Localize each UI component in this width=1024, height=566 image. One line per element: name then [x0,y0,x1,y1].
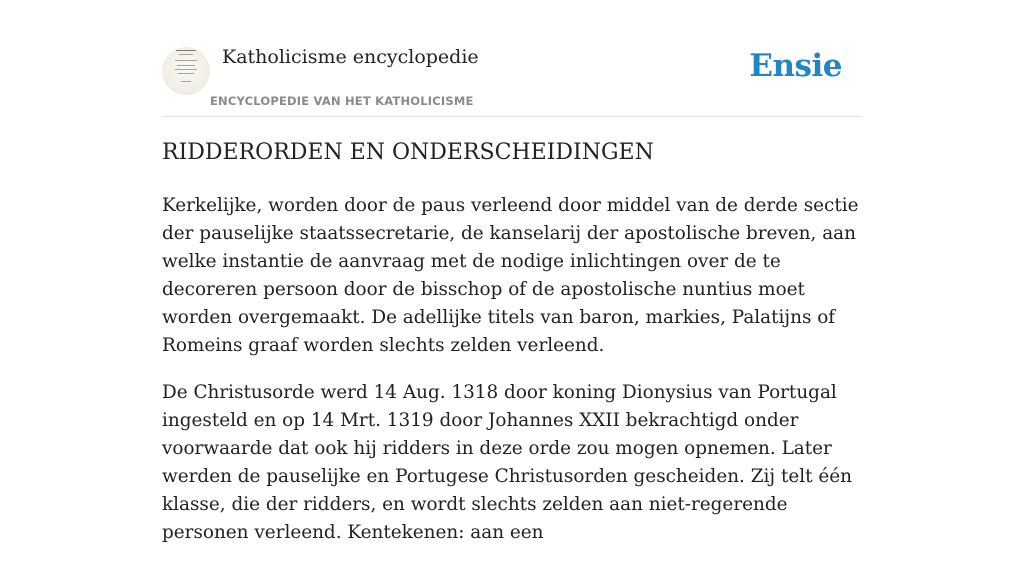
cover-line [175,60,197,61]
site-header [162,0,862,117]
ensie-logo[interactable]: Ensie [749,48,842,84]
cover-line [178,73,194,74]
cover-line [181,81,191,82]
article-title: RIDDERORDEN EN ONDERSCHEIDINGEN [162,140,654,165]
cover-line [175,69,197,70]
article-paragraph: Kerkelijke, worden door de paus verleend door middel van de derde sectie der pauselijke staatssecretarie, de kanselarij der apostolische breven, aan welke instantie de aanvraag met de nodige inlichtingen over de te decoreren persoon door de bisschop of de apostolische nuntius moet worden overgemaakt. De adellijke titels van baron, markies, Palatijns of Romeins graaf worden slechts zelden verleend. [162,195,859,356]
cover-line [177,65,195,66]
site-subtitle: ENCYCLOPEDIE VAN HET KATHOLICISME [210,94,474,108]
article-paragraph: De Christusorde werd 14 Aug. 1318 door koning Dionysius van Portugal ingesteld en op 14 Mrt. 1319 door Johannes XXII bekrachtigd onder voorwaarde dat ook hij ridders in deze orde zou mogen opnemen. Later werden de pauselijke en Portugese Christusorden gescheiden. Zij telt één klasse, die der ridders, en wordt slechts zelden aan niet-regerende personen verleend. Kentekenen: aan een [162,382,852,543]
encyclopedia-cover-image[interactable] [162,47,210,95]
site-title-link[interactable]: Katholicisme encyclopedie [222,46,479,68]
article-body [162,192,862,566]
cover-line [176,50,196,51]
cover-line [179,54,193,55]
